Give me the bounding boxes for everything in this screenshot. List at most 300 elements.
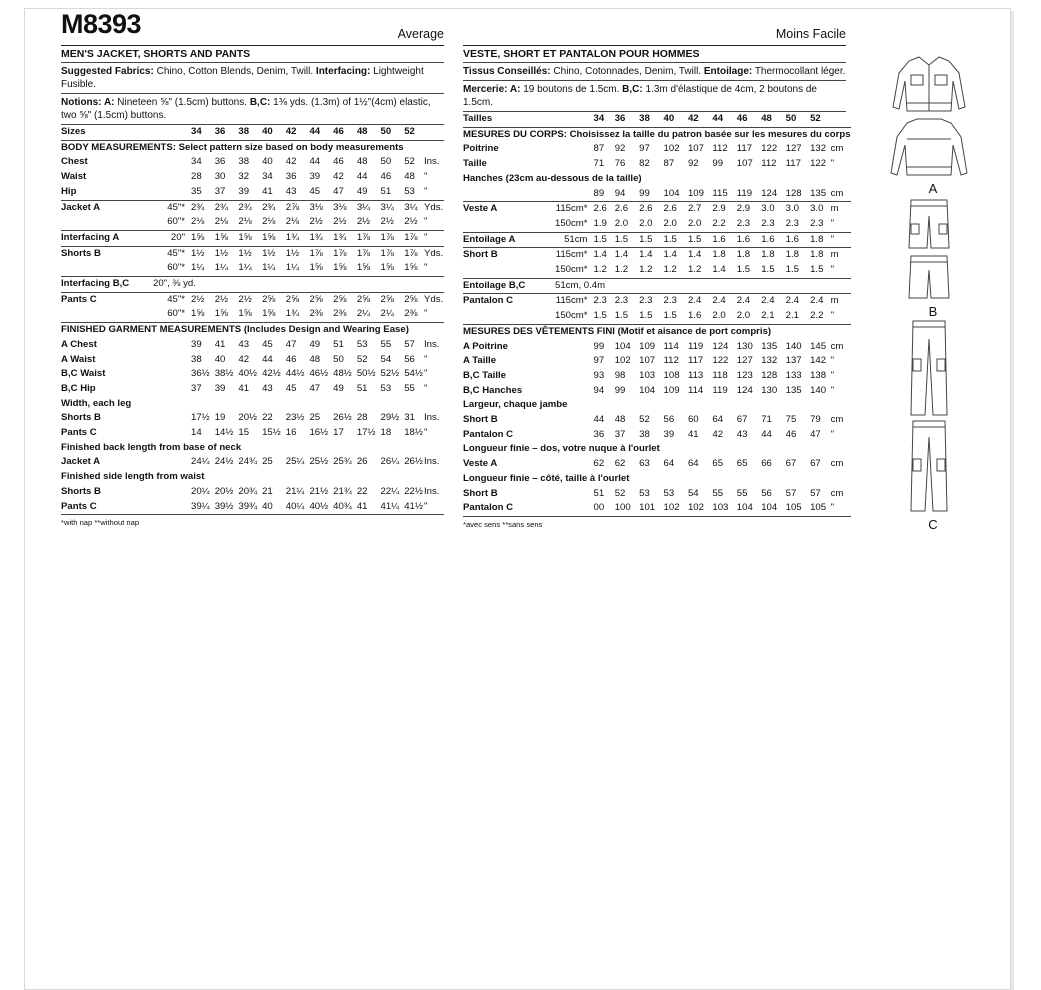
value-cell: 46½ [309, 368, 329, 380]
value-cell: 3¼ [400, 200, 424, 215]
unit-cell: m [831, 202, 851, 217]
value-cell: 39¾ [234, 500, 258, 515]
value-cell: 71 [593, 158, 605, 170]
value-cell: 142 [810, 355, 827, 367]
table-row [463, 501, 851, 516]
table-row [61, 338, 444, 353]
value-cell: 115 [708, 187, 732, 202]
row-label: Pantalon C [463, 294, 555, 309]
notions-line: Notions: A: Nineteen ⅝" (1.5cm) buttons. B,C: 1⅜ yds. (1.3m) of 1½"(4cm) elastic, two ⅝" (1.5cm) buttons. [61, 94, 444, 125]
value-cell: 2⅛ [211, 215, 235, 230]
value-cell: 137 [785, 355, 802, 367]
value-cell: 104 [639, 384, 656, 396]
value-cell: 1⅞ [377, 246, 401, 261]
unit-cell: " [424, 171, 428, 183]
size-cell: 46 [329, 125, 353, 140]
row-label: Short B [463, 248, 555, 263]
value-cell: 102 [614, 355, 631, 367]
pants-front-illustration [889, 319, 969, 419]
value-cell: 89 [590, 187, 611, 202]
value-cell: 38 [191, 353, 202, 365]
value-cell: 1¼ [234, 261, 258, 276]
value-cell: 3⅛ [329, 200, 353, 215]
value-cell: 104 [614, 340, 631, 352]
value-cell: 1.4 [660, 248, 684, 263]
row-label: A Taille [463, 355, 497, 367]
value-cell: 87 [593, 143, 605, 155]
size-cell: 40 [258, 125, 282, 140]
value-cell: 40 [258, 500, 282, 515]
value-cell: 41 [353, 500, 377, 515]
value-cell: 1.2 [635, 263, 659, 278]
value-cell: 2⅝ [377, 292, 401, 307]
value-cell: 54 [380, 353, 392, 365]
value-cell: 2¾ [234, 200, 258, 215]
unit-cell: m [831, 294, 851, 309]
value-cell: 1.5 [590, 309, 611, 324]
value-cell: 1.5 [635, 309, 659, 324]
value-cell: 2¾ [187, 200, 211, 215]
value-cell: 2.6 [590, 202, 611, 217]
size-cell: 44 [305, 125, 329, 140]
value-cell: 40½ [238, 368, 258, 380]
unit-cell: " [831, 501, 851, 516]
value-cell: 52 [639, 414, 650, 426]
value-cell: 117 [687, 355, 704, 367]
value-cell: 41 [214, 338, 226, 350]
table-row [61, 246, 444, 261]
value-cell: 22¼ [380, 485, 400, 497]
row-label: Veste A [463, 202, 555, 217]
value-cell: 1.4 [611, 248, 635, 263]
table-row [61, 215, 444, 230]
value-cell: 140 [810, 384, 827, 396]
value-cell: 17½ [356, 427, 376, 439]
value-cell: 101 [635, 501, 659, 516]
value-cell: 1.6 [733, 232, 757, 248]
view-label-c: C [928, 517, 938, 532]
table-row [463, 278, 851, 294]
unit-cell: " [830, 369, 834, 381]
table-row [61, 230, 444, 246]
value-cell: 36 [593, 428, 605, 440]
value-cell: 16½ [309, 427, 329, 439]
value-cell: 16 [285, 427, 297, 439]
size-cell: 46 [733, 112, 757, 127]
row-label: Jacket A [61, 200, 153, 215]
row-label: A Waist [61, 353, 96, 365]
row-label [61, 307, 153, 322]
unit-cell: Ins. [424, 456, 440, 468]
table-row [463, 340, 851, 355]
value-cell: 1.2 [611, 263, 635, 278]
unit-cell: " [424, 230, 444, 246]
value-cell: 1¾ [329, 230, 353, 246]
unit-cell: cm [830, 414, 844, 426]
table-row [463, 248, 851, 263]
value-cell: 39½ [211, 500, 235, 515]
table-row [463, 428, 851, 443]
value-cell: 2.0 [733, 309, 757, 324]
size-cell: 34 [187, 125, 211, 140]
value-cell: 1.8 [782, 248, 806, 263]
value-cell: 2.3 [635, 294, 659, 309]
row-heading: Width, each leg [61, 397, 132, 409]
jacket-back-illustration [889, 115, 969, 181]
value-cell: 64 [712, 414, 724, 426]
value-cell: 41¼ [377, 500, 401, 515]
row-label: Pants C [61, 292, 153, 307]
width-cell: 150cm* [555, 217, 590, 232]
finished-measurements-heading: FINISHED GARMENT MEASUREMENTS (Includes Design and Wearing Ease) [61, 324, 409, 336]
value-cell: 2½ [234, 292, 258, 307]
value-cell: 103 [639, 369, 656, 381]
value-cell: 1.5 [660, 309, 684, 324]
value-cell: 42½ [262, 368, 281, 380]
value-cell: 40½ [305, 500, 329, 515]
width-cell: 51cm [555, 232, 590, 248]
value-cell: 122 [761, 143, 778, 155]
value-cell: 1½ [258, 246, 282, 261]
value-cell: 55 [380, 338, 392, 350]
value-cell: 42 [333, 171, 344, 183]
value-cell: 1.5 [635, 232, 659, 248]
value-cell: 138 [810, 369, 827, 381]
value-cell: 51 [593, 487, 605, 499]
table-row [463, 232, 851, 248]
row-heading: Longueur finie – dos, votre nuque à l'ourlet [463, 443, 660, 455]
row-label: Interfacing A [61, 230, 153, 246]
row-label: Taille [463, 158, 487, 170]
table-row [463, 442, 851, 457]
value-cell: 45 [262, 338, 273, 350]
width-cell: 150cm* [555, 309, 590, 324]
value-cell: 53 [663, 487, 675, 499]
row-label: Shorts B [61, 412, 101, 424]
value-cell: 94 [593, 384, 605, 396]
value-cell: 97 [639, 143, 650, 155]
value-cell: 45 [285, 382, 297, 394]
value-cell: 17½ [191, 412, 210, 424]
value-cell: 92 [614, 143, 626, 155]
value-cell: 1.8 [806, 248, 831, 263]
value-cell: 94 [611, 187, 635, 202]
value-cell: 1.5 [757, 263, 781, 278]
value-cell: 124 [712, 340, 729, 352]
row-label: A Chest [61, 338, 97, 350]
row-label: Waist [61, 171, 87, 183]
unit-cell: " [424, 307, 444, 322]
value-cell: 2⅝ [282, 292, 306, 307]
value-cell: 41½ [400, 500, 424, 515]
value-cell: 41 [687, 428, 699, 440]
size-cell: 50 [377, 125, 401, 140]
value-cell: 67 [810, 458, 821, 470]
size-cell: 34 [590, 112, 611, 127]
shorts-back-illustration [889, 252, 969, 304]
pants-back-illustration [889, 419, 969, 517]
value-cell: 38 [639, 428, 650, 440]
row-note: 20", ⅜ yd. [153, 277, 444, 293]
value-cell: 1.2 [684, 263, 708, 278]
table-row [463, 294, 851, 309]
value-cell: 42 [285, 156, 297, 168]
value-cell: 57 [785, 487, 797, 499]
row-label: Veste A [463, 458, 498, 470]
value-cell: 15½ [262, 427, 281, 439]
value-cell: 50 [380, 156, 392, 168]
value-cell: 1⅞ [400, 246, 424, 261]
table-row [463, 413, 851, 428]
table-row [61, 292, 444, 307]
value-cell: 82 [639, 158, 650, 170]
value-cell: 117 [785, 158, 801, 170]
value-cell: 109 [639, 340, 656, 352]
row-label: B,C Hanches [463, 384, 523, 396]
value-cell: 1⅝ [211, 230, 235, 246]
table-row [463, 369, 851, 384]
body-measurements-heading: MESURES DU CORPS: Choisissez la taille du patron basée sur les mesures du corps [463, 128, 851, 140]
value-cell: 1.5 [782, 263, 806, 278]
size-cell: 52 [806, 112, 831, 127]
value-cell: 1½ [234, 246, 258, 261]
value-cell: 2.0 [611, 217, 635, 232]
width-cell: 45"* [153, 246, 187, 261]
unit-cell: " [424, 353, 428, 365]
fabrics-line: Suggested Fabrics: Chino, Cotton Blends, Denim, Twill. Interfacing: Lightweight Fusible. [61, 63, 444, 94]
row-label [463, 309, 555, 324]
value-cell: 47 [810, 428, 821, 440]
value-cell: 2½ [400, 215, 424, 230]
value-cell: 67 [785, 458, 797, 470]
value-cell: 1½ [187, 246, 211, 261]
value-cell: 1⅞ [353, 246, 377, 261]
value-cell: 24¾ [238, 456, 258, 468]
pattern-title: VESTE, SHORT ET PANTALON POUR HOMMES [463, 46, 846, 63]
value-cell: 2⅝ [353, 292, 377, 307]
value-cell: 32 [238, 171, 250, 183]
value-cell: 3.0 [782, 202, 806, 217]
value-cell: 75 [785, 414, 797, 426]
value-cell: 36 [285, 171, 297, 183]
value-cell: 128 [782, 187, 806, 202]
table-row [61, 397, 444, 412]
value-cell: 36½ [191, 368, 210, 380]
value-cell: 54½ [404, 368, 423, 380]
value-cell: 41 [238, 382, 250, 394]
value-cell: 1.2 [590, 263, 611, 278]
value-cell: 93 [593, 369, 605, 381]
sizes-row [61, 125, 444, 140]
value-cell: 112 [663, 355, 679, 367]
row-label [463, 263, 555, 278]
value-cell: 2.4 [757, 294, 781, 309]
table-row [463, 142, 851, 157]
unit-cell [831, 112, 851, 127]
row-label: Pants C [61, 500, 187, 515]
value-cell: 98 [614, 369, 626, 381]
table-row [61, 185, 444, 200]
value-cell: 2.3 [806, 217, 831, 232]
value-cell: 57 [810, 487, 821, 499]
value-cell: 119 [733, 187, 757, 202]
unit-cell: " [831, 232, 851, 248]
row-label [61, 261, 153, 276]
value-cell: 39 [234, 185, 258, 200]
value-cell: 1¾ [282, 307, 306, 322]
value-cell: 2.9 [708, 202, 732, 217]
value-cell: 62 [593, 458, 605, 470]
value-cell: 38 [238, 156, 250, 168]
value-cell: 2.1 [782, 309, 806, 324]
value-cell: 1⅝ [329, 261, 353, 276]
table-row [61, 485, 444, 500]
table-row [61, 261, 444, 276]
unit-cell [424, 125, 444, 140]
table-row [463, 172, 851, 187]
value-cell: 97 [593, 355, 605, 367]
value-cell: 2.0 [660, 217, 684, 232]
value-cell: 48 [614, 414, 626, 426]
table-row [61, 426, 444, 441]
value-cell: 56 [761, 487, 772, 499]
table-row [61, 411, 444, 426]
difficulty-level: Moins Facile [775, 27, 846, 41]
row-label: Pantalon C [463, 428, 514, 440]
value-cell: 2.4 [708, 294, 732, 309]
value-cell: 43 [282, 185, 306, 200]
value-cell: 1⅞ [305, 246, 329, 261]
value-cell: 1⅝ [258, 307, 282, 322]
row-label: B,C Waist [61, 368, 106, 380]
section-heading [61, 323, 444, 338]
value-cell: 105 [782, 501, 806, 516]
value-cell: 1.5 [611, 232, 635, 248]
value-cell: 2.0 [635, 217, 659, 232]
value-cell: 42 [712, 428, 724, 440]
unit-cell: " [424, 368, 428, 380]
value-cell: 22 [262, 412, 273, 424]
width-cell: 60"* [153, 261, 187, 276]
unit-cell: cm [830, 487, 844, 499]
value-cell: 2½ [377, 215, 401, 230]
value-cell: 37 [191, 382, 202, 394]
value-cell: 1.5 [660, 232, 684, 248]
value-cell: 44 [309, 156, 321, 168]
table-row [463, 472, 851, 487]
value-cell: 63 [639, 458, 650, 470]
value-cell: 55 [712, 487, 724, 499]
value-cell: 103 [708, 501, 732, 516]
value-cell: 30 [214, 171, 226, 183]
value-cell: 1⅞ [353, 230, 377, 246]
unit-cell: m [831, 248, 851, 263]
value-cell: 67 [736, 414, 748, 426]
value-cell: 127 [736, 355, 753, 367]
unit-cell: Ins. [424, 412, 440, 424]
unit-cell: " [830, 158, 834, 170]
value-cell: 53 [639, 487, 650, 499]
value-cell: 107 [736, 158, 753, 170]
row-label [463, 187, 590, 202]
row-label: B,C Hip [61, 382, 96, 394]
value-cell: 145 [810, 340, 827, 352]
row-label: Interfacing B,C [61, 277, 153, 293]
row-label: Entoilage B,C [463, 278, 555, 294]
section-heading [463, 324, 851, 339]
value-cell: 53 [356, 338, 368, 350]
value-cell: 39 [663, 428, 675, 440]
value-cell: 119 [687, 340, 704, 352]
value-cell: 66 [761, 458, 772, 470]
value-cell: 2.1 [757, 309, 781, 324]
value-cell: 34 [262, 171, 273, 183]
value-cell: 26½ [333, 412, 352, 424]
width-cell: 115cm* [555, 294, 590, 309]
value-cell: 55 [736, 487, 748, 499]
value-cell: 2.9 [733, 202, 757, 217]
footnote: *with nap **without nap [61, 518, 140, 528]
french-column [463, 9, 851, 529]
value-cell: 79 [810, 414, 821, 426]
value-cell: 25½ [309, 456, 329, 468]
row-label: Short B [463, 487, 498, 499]
size-cell: 52 [400, 125, 424, 140]
value-cell: 2½ [187, 292, 211, 307]
value-cell: 62 [614, 458, 626, 470]
row-label: Entoilage A [463, 232, 555, 248]
value-cell: 47 [285, 338, 297, 350]
value-cell: 113 [687, 369, 704, 381]
value-cell: 1.4 [708, 263, 732, 278]
value-cell: 2¾ [258, 200, 282, 215]
value-cell: 1.8 [733, 248, 757, 263]
table-row [61, 470, 444, 485]
value-cell: 107 [687, 143, 704, 155]
value-cell: 112 [712, 143, 728, 155]
row-label: Chest [61, 156, 88, 168]
value-cell: 127 [785, 143, 802, 155]
value-cell: 1⅝ [211, 307, 235, 322]
value-cell: 1¼ [282, 261, 306, 276]
value-cell: 2.3 [757, 217, 781, 232]
row-heading: Largeur, chaque jambe [463, 399, 568, 411]
unit-cell: " [424, 215, 444, 230]
value-cell: 135 [785, 384, 802, 396]
value-cell: 133 [785, 369, 802, 381]
shorts-front-illustration [889, 196, 969, 252]
value-cell: 104 [757, 501, 781, 516]
value-cell: 20½ [238, 412, 258, 424]
value-cell: 60 [687, 414, 699, 426]
value-cell: 1.5 [733, 263, 757, 278]
value-cell: 20¾ [238, 485, 258, 497]
value-cell: 57 [404, 338, 415, 350]
value-cell: 64 [663, 458, 675, 470]
value-cell: 122 [810, 158, 827, 170]
value-cell: 130 [761, 384, 778, 396]
value-cell: 64 [687, 458, 699, 470]
value-cell: 1⅝ [258, 230, 282, 246]
table-row [463, 487, 851, 502]
table-row [61, 367, 444, 382]
value-cell: 29½ [380, 412, 400, 424]
value-cell: 1⅞ [377, 230, 401, 246]
value-cell: 25¾ [333, 456, 352, 468]
value-cell: 25 [309, 412, 321, 424]
table-row [463, 157, 851, 172]
value-cell: 47 [329, 185, 353, 200]
